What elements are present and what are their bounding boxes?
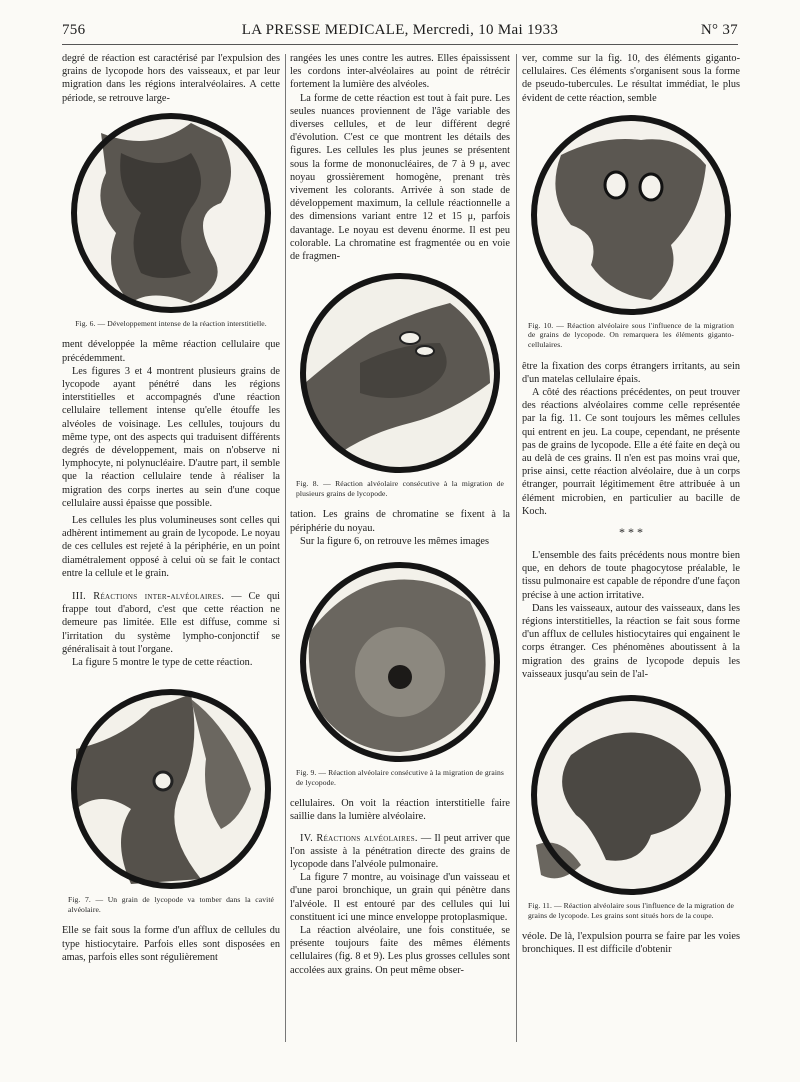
micrograph-fig8 xyxy=(300,273,500,473)
paragraph: être la fixation des corps étrangers irritants, au sein d'un matelas cellulaire épais. xyxy=(522,360,740,385)
section-text: — Il peut arriver que l'on assiste à la pénétration directe des grains de lycopode dans l'alvéole pulmonaire. xyxy=(290,832,510,871)
column-2 xyxy=(290,52,510,1052)
paragraph: La figure 7 montre, au voisinage d'un vaisseau et d'une paroi bronchique, un grain qui pénètre dans l'alvéole. Il est entouré par des cellules qui lui constituent ici une mince enveloppe protoplasmique. xyxy=(290,872,510,923)
figure-6-caption: Fig. 6. — Développement intense de la réaction interstitielle. xyxy=(75,318,267,328)
micrograph-fig9 xyxy=(300,562,500,762)
paragraph: La forme de cette réaction est tout à fait pure. Les seules nuances proviennent de l'âge variable des diverses cellules, et de leur différent degré d'évolution. C'est ce que montrent les détails des figures. Les cellules les plus jeunes se présentent sous la forme de mononucléaires, de 7 à 9 μ, avec noyau grossièrement homogène, prenant très vivement les colorants. Arrivée à son stade de développement maximum, la cellule réactionnelle a des dimensions variant entre 12 et 15 μ, parfois davantage. Le noyau est devenu énorme. Il est peu colorable. La chromatine est fragmentée ou en voie de fragmen- xyxy=(290,92,510,263)
section-iii xyxy=(62,590,280,656)
paragraph: ver, comme sur la fig. 10, des éléments giganto-cellulaires. Ces éléments s'organisent sous la forme de pseudo-tubercules. Le résultat immédiat, le plus évident de cette réaction, semble xyxy=(522,53,740,104)
paragraph: A côté des réactions précédentes, on peut trouver des réactions alvéolaires comme celle représentée par la fig. 11. Ce sont toujours les mêmes cellules qui entrent en jeu. La coupe, cependant, ne présente pas de grains de lycopode. Elle a été faite en deçà ou au delà de ces grains. Il n'en est pas moins vrai que, prise ainsi, cette réaction alvéolaire, due à un corps étranger, pourrait légitimement être attribuée à un élément microbien, en particulier au bacille de Koch. xyxy=(522,387,740,517)
section-text: — Ce qui frappe tout d'abord, c'est que cette réaction ne demeure pas limitée. Elle est diffuse, comme si l'irritation du système lympho-conjonctif se généralisait à tout l'organe. xyxy=(62,591,280,655)
paragraph: La figure 5 montre le type de cette réaction. xyxy=(72,657,253,669)
paragraph: véole. De là, l'expulsion pourra se faire par les voies bronchiques. Il est difficile d'obtenir xyxy=(522,931,740,956)
micrograph-fig7 xyxy=(71,689,271,889)
figure-6 xyxy=(62,113,280,329)
paragraph: degré de réaction est caractérisé par l'expulsion des grains de lycopode hors des vaisseaux, et par leur migration dans les régions interalvéolaires. A cette période, se retrouve large- xyxy=(62,53,280,104)
column-divider-2 xyxy=(516,54,517,1042)
paragraph: rangées les unes contre les autres. Elles épaississent les cordons inter-alvéolaires au point de rétrécir fortement la lumière des alvéoles. xyxy=(290,53,510,91)
paragraph: La réaction alvéolaire, une fois constituée, se présente toujours faite des mêmes éléments cellulaires (fig. 8 et 9). Les plus grosses cellules sont accolées aux grains. On peut même obser- xyxy=(290,925,510,976)
section-separator: * * * xyxy=(619,525,643,540)
column-3 xyxy=(522,52,740,1052)
micrograph-fig11 xyxy=(531,695,731,895)
paragraph: tation. Les grains de chromatine se fixent à la périphérie du noyau. xyxy=(290,509,510,534)
paragraph: cellulaires. On voit la réaction interstitielle faire saillie dans la lumière alvéolaire. xyxy=(290,798,510,823)
column-divider-1 xyxy=(285,54,286,1042)
figure-7-caption: Fig. 7. — Un grain de lycopode va tomber dans la cavité alvéolaire. xyxy=(68,895,274,914)
figure-9 xyxy=(290,562,510,787)
section-heading: IV. Réactions alvéolaires. xyxy=(300,832,418,844)
page-number: 756 xyxy=(62,22,86,38)
micrograph-fig10 xyxy=(531,115,731,315)
figure-7 xyxy=(62,689,280,914)
paragraph: Les figures 3 et 4 montrent plusieurs grains de lycopode ayant pénétré dans les régions interstitielles et accompagnés d'une réaction cellulaire tellement intense qu'elle étouffe les alvéoles de voisinage. Les cellules, toujours du même type, ont des aspects qui traduisent différents degrés de développement, mais on n'observe ni lymphocyte, ni polynucléaire. D'autre part, il semble que la réaction cellulaire tende à réaliser la migration des corps inertes au sein d'une coque cellulaire aussi épaisse que possible. xyxy=(62,365,280,509)
figure-8 xyxy=(290,273,510,498)
header-rule xyxy=(62,44,738,45)
paragraph: Les cellules les plus volumineuses sont celles qui adhèrent intimement au grain de lycopode. Le noyau de ces cellules est rejeté à la périphérie, en un point diamétralement opposé à celui où se fait le contact entre la cellule et le grain. xyxy=(62,515,280,579)
figure-10-caption: Fig. 10. — Réaction alvéolaire sous l'influence de la migration de grains de lycopode. On remarquera les éléments giganto-cellulaires. xyxy=(528,320,734,349)
figure-9-caption: Fig. 9. — Réaction alvéolaire consécutive à la migration de grains de lycopode. xyxy=(296,768,504,787)
paragraph: Dans les vaisseaux, autour des vaisseaux, dans les régions interstitielles, la réaction se fait sous forme d'un afflux de cellules histiocytaires qui engainent le corps étranger. Ces phénomènes aboutissent à la migration des grains de lycopode depuis les vaisseaux jusqu'au sein de l'al- xyxy=(522,602,740,680)
journal-title: LA PRESSE MEDICALE, Mercredi, 10 Mai 1933 xyxy=(241,22,559,38)
figure-10 xyxy=(522,115,740,350)
figure-8-caption: Fig. 8. — Réaction alvéolaire consécutive à la migration de plusieurs grains de lycopode. xyxy=(296,479,504,498)
paragraph: L'ensemble des faits précédents nous montre bien que, en dehors de toute phagocytose préalable, le tissu pulmonaire est capable de répondre d'une façon précise à une action irritative. xyxy=(522,550,740,601)
figure-11-caption: Fig. 11. — Réaction alvéolaire sous l'influence de la migration de grains de lycopode. Les grains sont situés hors de la coupe. xyxy=(528,901,734,920)
section-heading: III. Réactions inter-alvéolaires. xyxy=(72,591,225,603)
micrograph-fig6 xyxy=(71,113,271,313)
figure-11 xyxy=(522,695,740,920)
section-iv xyxy=(290,832,510,872)
page-header xyxy=(62,22,738,44)
column-1 xyxy=(62,52,280,1052)
paragraph: ment développée la même réaction cellulaire que précédemment. xyxy=(62,339,280,364)
paragraph: Sur la figure 6, on retrouve les mêmes images xyxy=(300,535,490,547)
issue-number: N° 37 xyxy=(700,22,738,38)
paragraph: Elle se fait sous la forme d'un afflux de cellules du type histiocytaire. Parfois elles sont disposées en amas, parfois elles sont régulièrement xyxy=(62,925,280,963)
